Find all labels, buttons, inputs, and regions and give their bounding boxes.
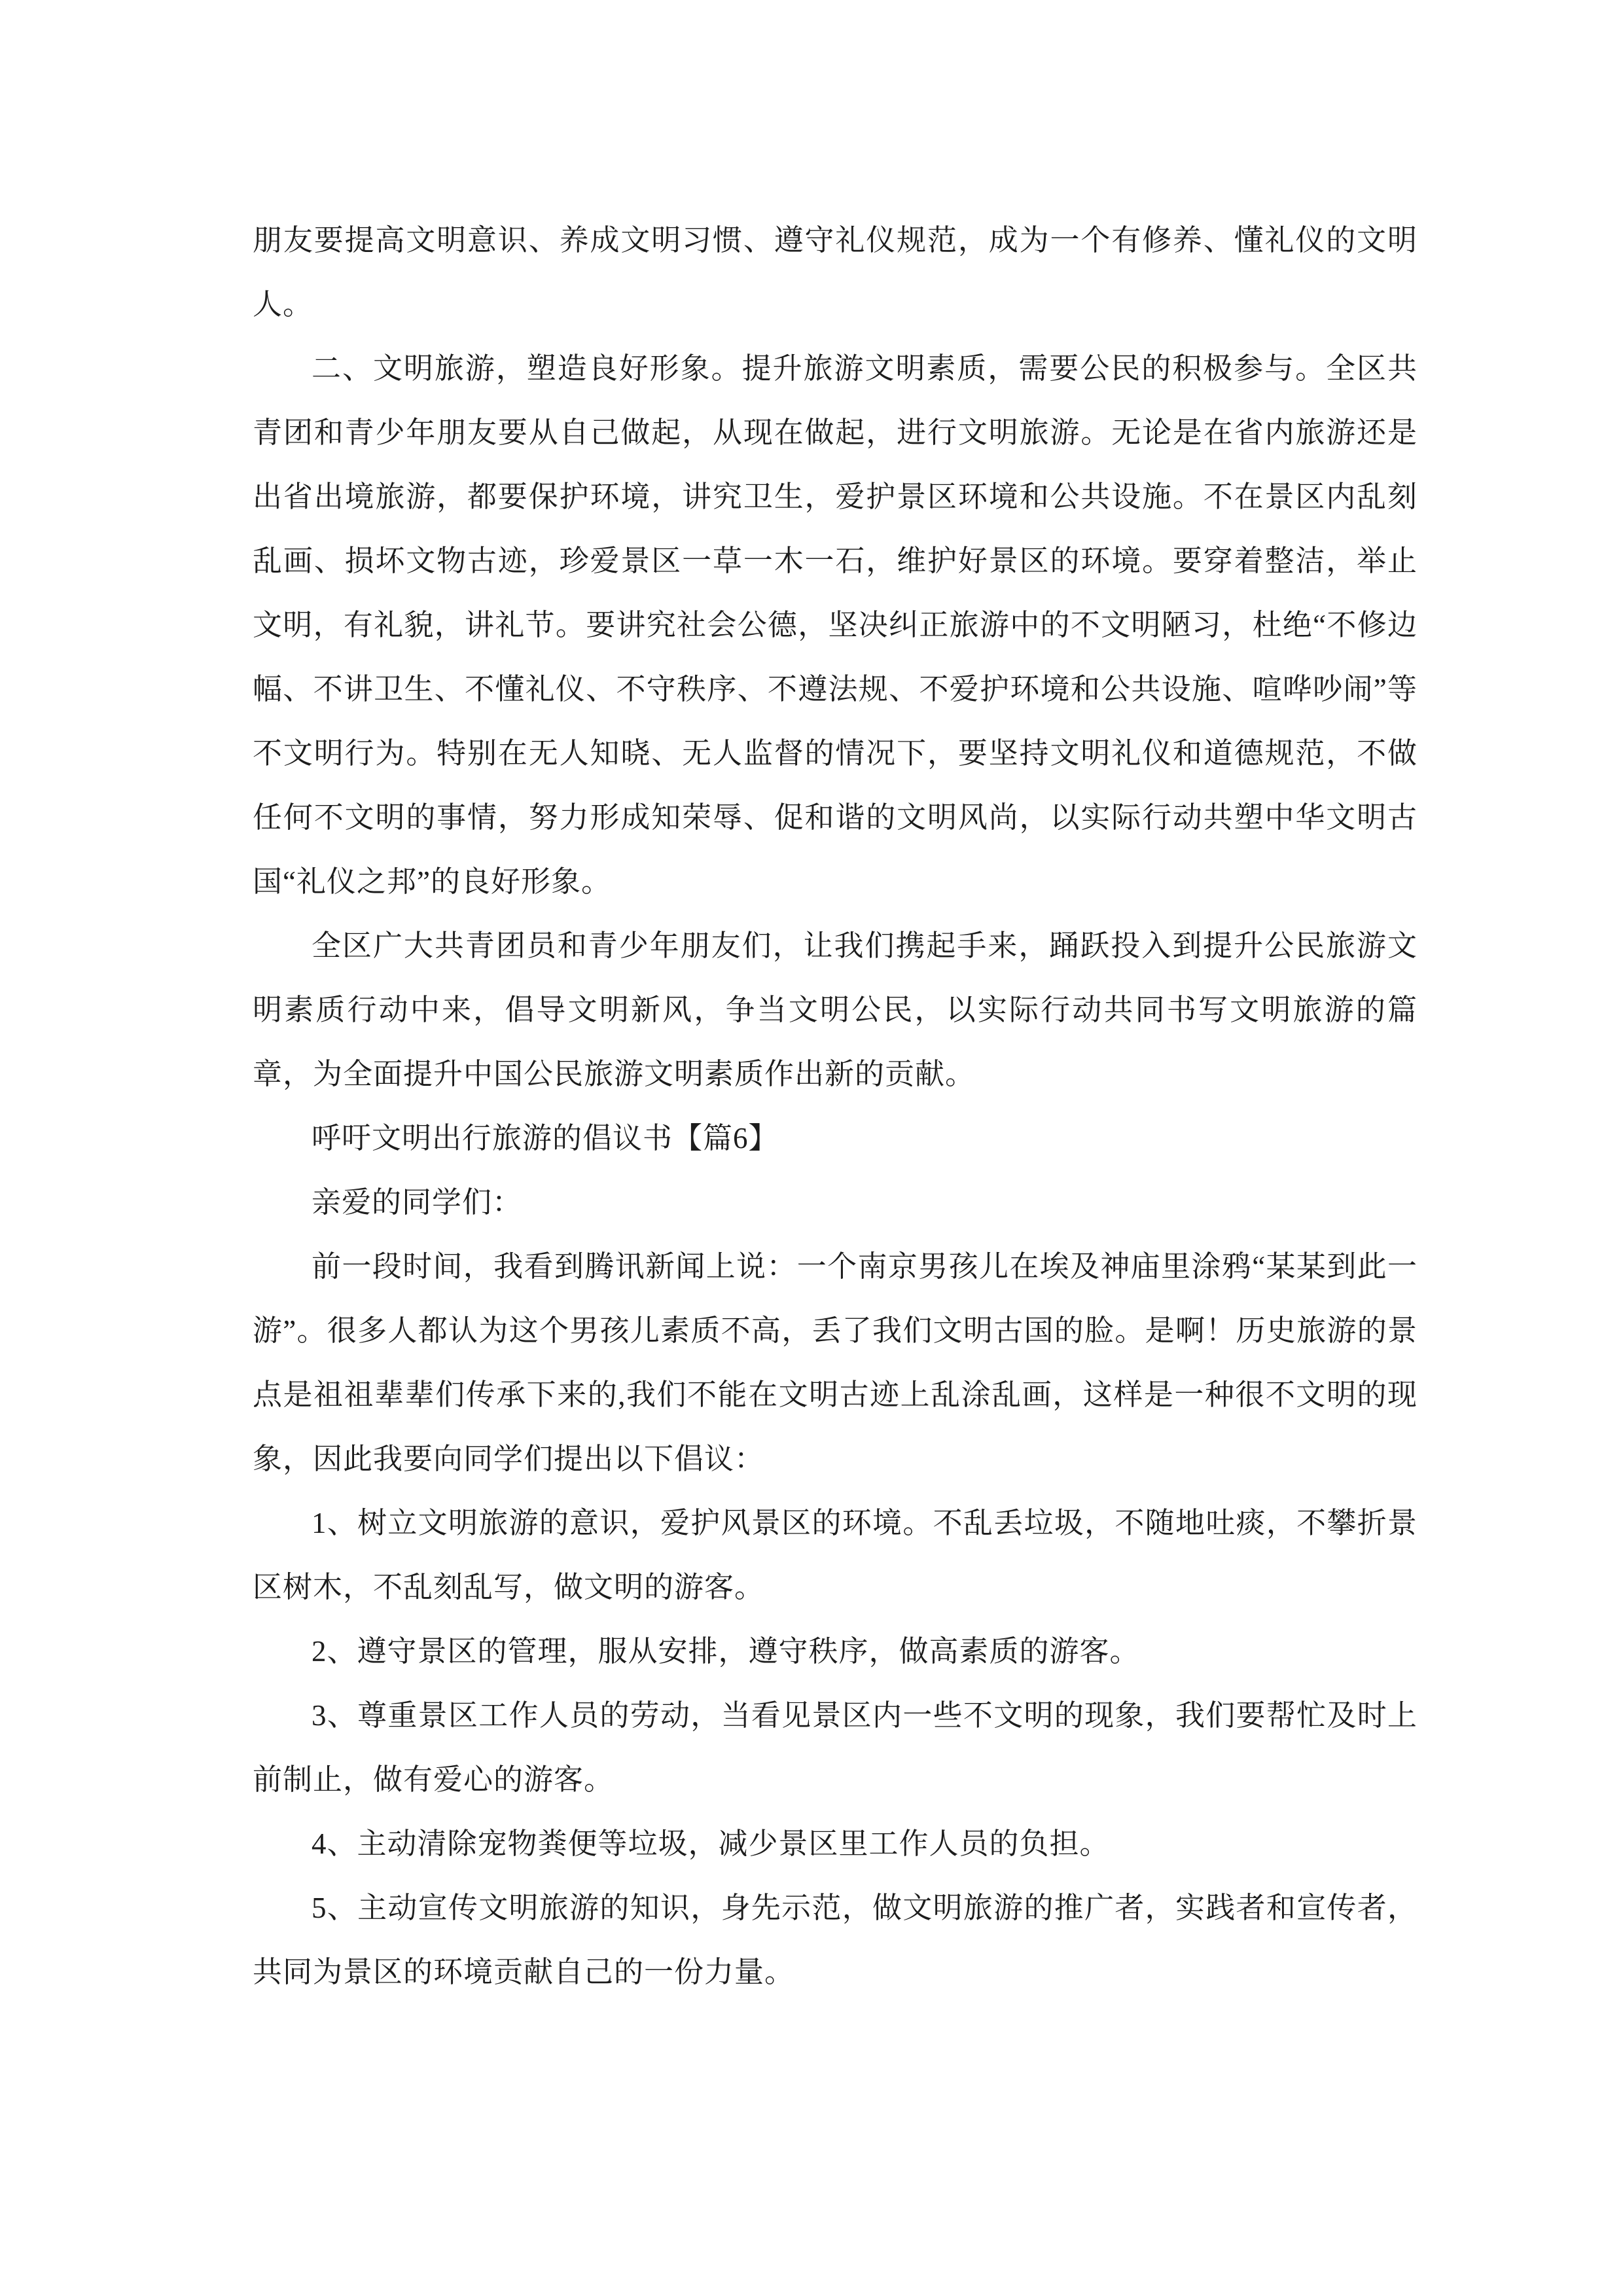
text-body bbox=[253, 208, 1418, 2004]
paragraph: 2、遵守景区的管理，服从安排，遵守秩序，做高素质的游客。 bbox=[312, 1635, 1140, 1668]
paragraph: 亲爱的同学们： bbox=[312, 1186, 523, 1219]
paragraph: 朋友要提高文明意识、养成文明习惯、遵守礼仪规范，成为一个有修养、懂礼仪的文明人。 bbox=[253, 224, 1418, 321]
paragraph: 4、主动清除宠物粪便等垃圾，减少景区里工作人员的负担。 bbox=[312, 1827, 1110, 1860]
paragraph: 二、文明旅游，塑造良好形象。提升旅游文明素质，需要公民的积极参与。全区共青团和青少年朋友要从自己做起，从现在做起，进行文明旅游。无论是在省内旅游还是出省出境旅游，都要保护环境，讲究卫生，爱护景区环境和公共设施。不在景区内乱刻乱画、损坏文物古迹，珍爱景区一草一木一石，维护好景区的环境。要穿着整洁，举止文明，有礼貌，讲礼节。要讲究社会公德，坚决纠正旅游中的不文明陋习，杜绝“不修边幅、不讲卫生、不懂礼仪、不守秩序、不遵法规、不爱护环境和公共设施、喧哗吵闹”等不文明行为。特别在无人知晓、无人监督的情况下，要坚持文明礼仪和道德规范，不做任何不文明的事情，努力形成知荣辱、促和谐的文明风尚，以实际行动共塑中华文明古国“礼仪之邦”的良好形象。 bbox=[253, 352, 1418, 898]
paragraph: 前一段时间，我看到腾讯新闻上说：一个南京男孩儿在埃及神庙里涂鸦“某某到此一游”。很多人都认为这个男孩儿素质不高，丢了我们文明古国的脸。是啊！历史旅游的景点是祖祖辈辈们传承下来的,我们不能在文明古迹上乱涂乱画，这样是一种很不文明的现象，因此我要向同学们提出以下倡议： bbox=[253, 1250, 1418, 1475]
paragraph: 呼吁文明出行旅游的倡议书【篇6】 bbox=[312, 1122, 779, 1155]
paragraph: 1、树立文明旅游的意识，爱护风景区的环境。不乱丢垃圾，不随地吐痰，不攀折景区树木，不乱刻乱写，做文明的游客。 bbox=[253, 1507, 1418, 1604]
paragraph: 全区广大共青团员和青少年朋友们，让我们携起手来，踊跃投入到提升公民旅游文明素质行动中来，倡导文明新风，争当文明公民，以实际行动共同书写文明旅游的篇章，为全面提升中国公民旅游文明素质作出新的贡献。 bbox=[253, 929, 1418, 1090]
paragraph: 3、尊重景区工作人员的劳动，当看见景区内一些不文明的现象，我们要帮忙及时上前制止，做有爱心的游客。 bbox=[253, 1699, 1418, 1796]
paragraph: 5、主动宣传文明旅游的知识，身先示范，做文明旅游的推广者，实践者和宣传者，共同为景区的环境贡献自己的一份力量。 bbox=[253, 1892, 1418, 1988]
